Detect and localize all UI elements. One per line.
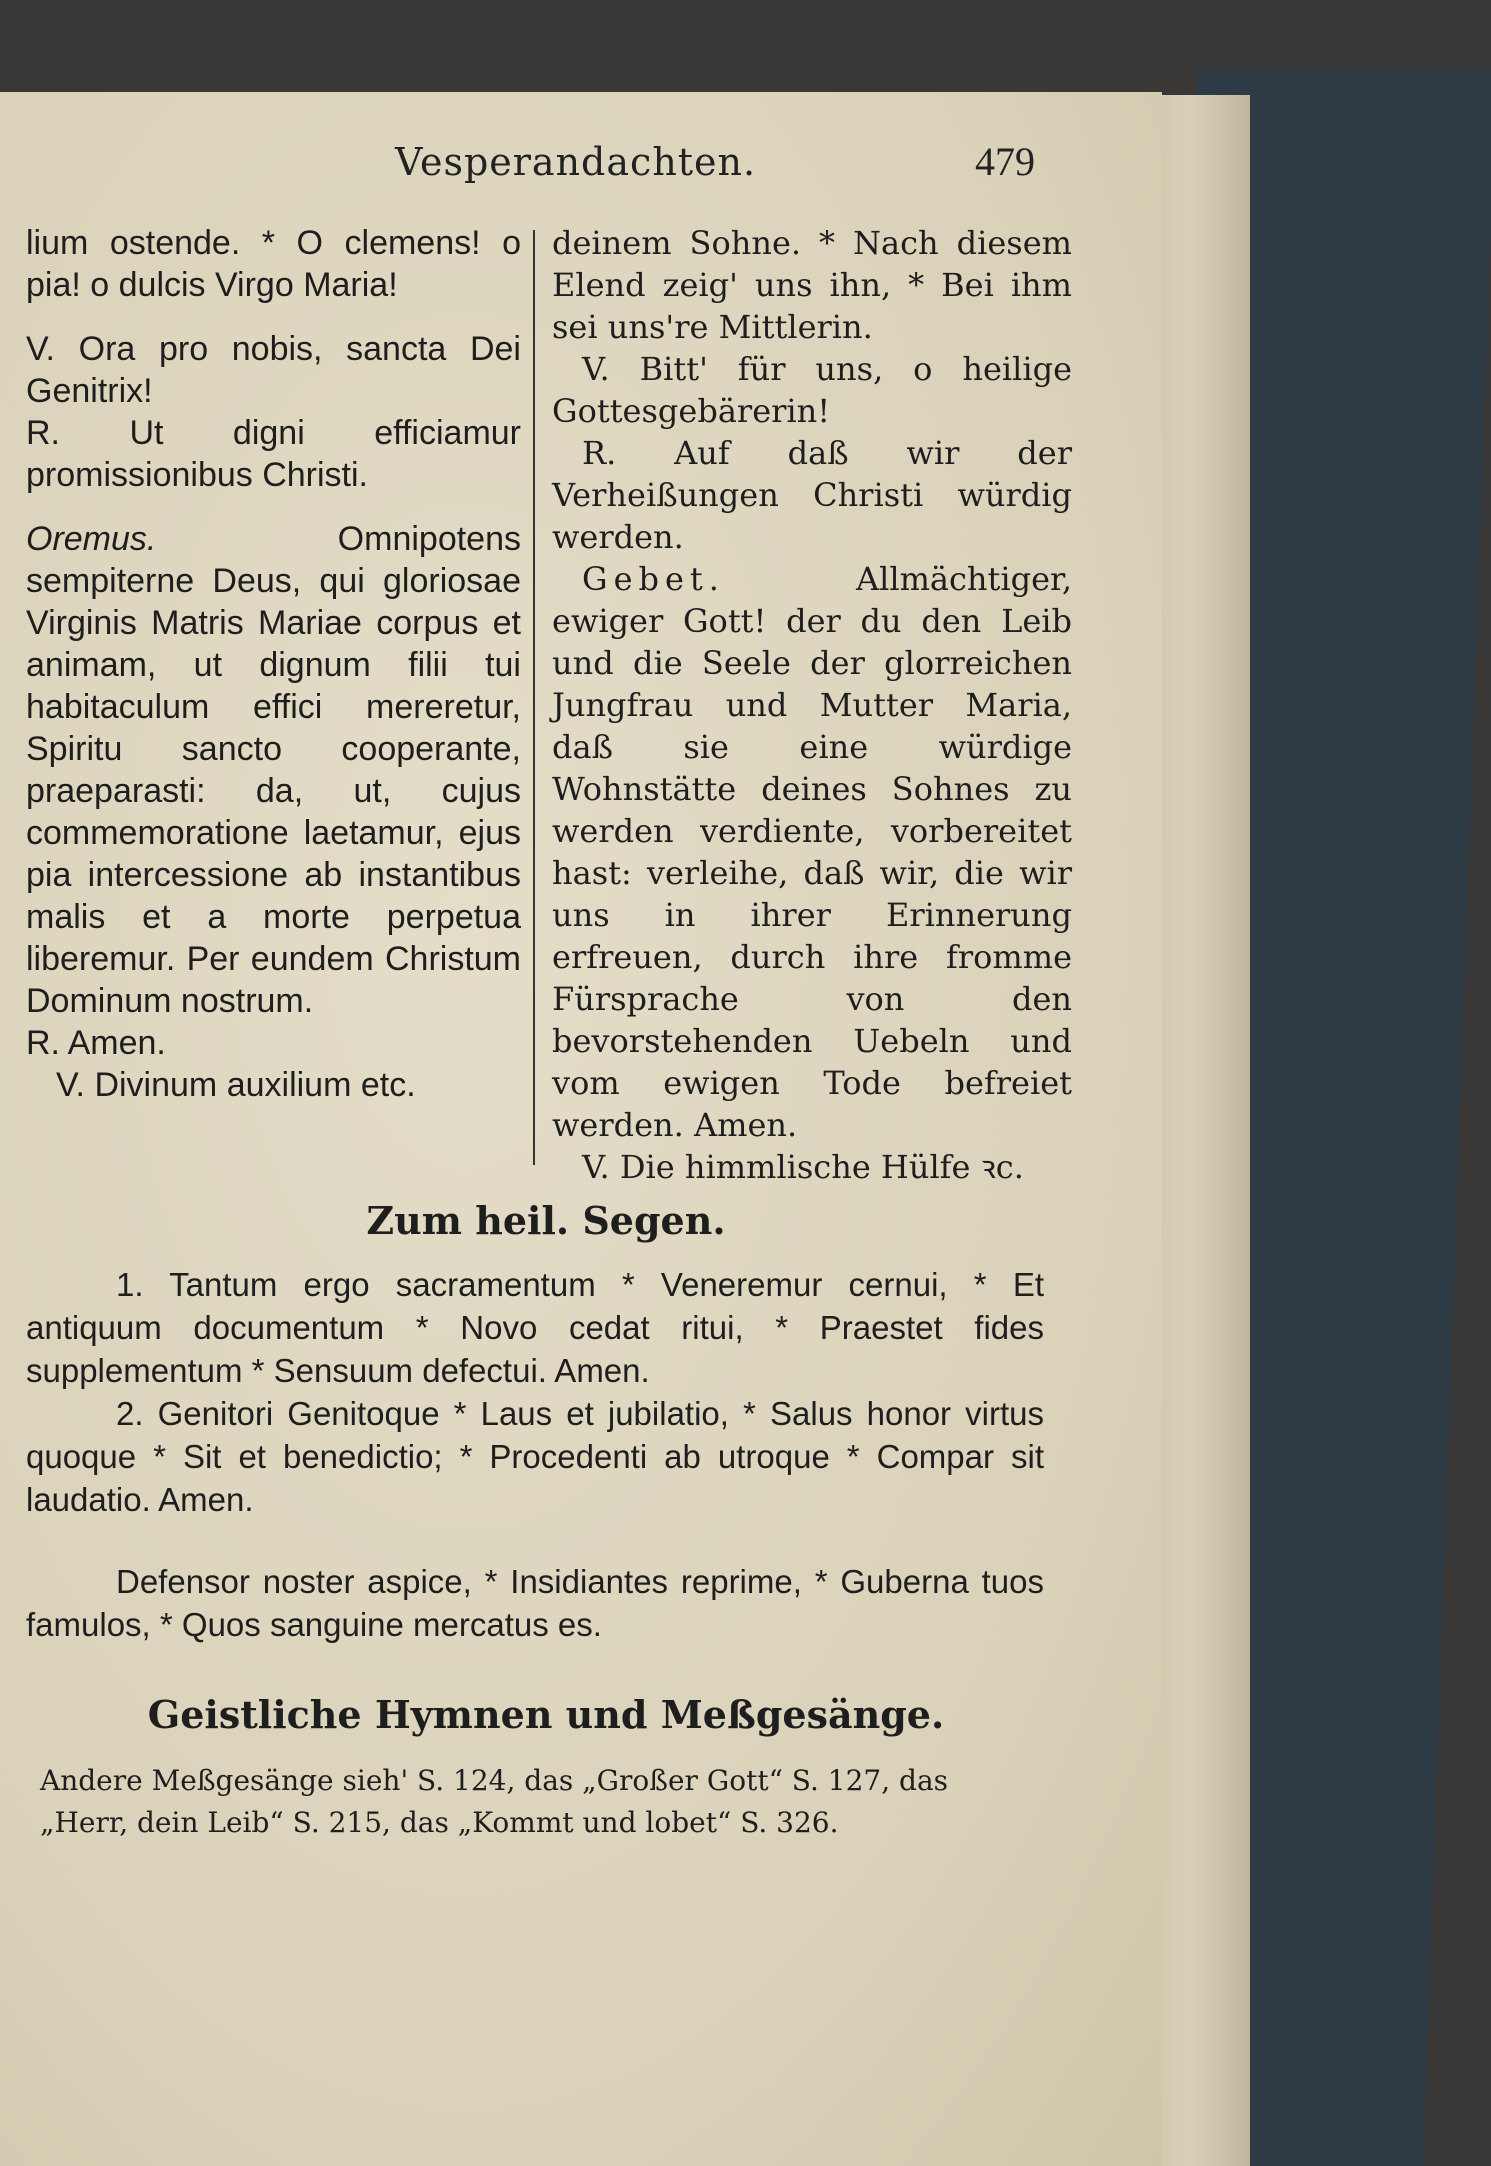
stanza-1: 1. Tantum ergo sacramentum * Veneremur cernui, * Et antiquum documentum * Novo cedat ritui, * Praestet fides supplementum * Sensuum defectui. Amen.	[26, 1266, 1044, 1389]
page-header	[0, 130, 1060, 190]
hymns-title: Geistliche Hymnen und Meßgesänge.	[147, 1692, 945, 1737]
latin-paragraph-1: lium ostende. * O clemens! o pia! o dulcis Virgo Maria!	[26, 224, 521, 304]
page-number: 479	[975, 139, 1035, 184]
german-prayer	[552, 558, 1072, 1146]
latin-prayer	[26, 518, 521, 1022]
defensor-prayer	[26, 1560, 1044, 1646]
defensor-text: Defensor noster aspice, * Insidiantes reprime, * Guberna tuos famulos, * Quos sanguine mercatus es.	[26, 1563, 1044, 1643]
latin-versicle: V. Ora pro nobis, sancta Dei Genitrix!	[26, 330, 521, 410]
column-divider	[533, 230, 535, 1165]
page-stack-edge	[1150, 95, 1250, 2166]
running-head: Vesperandachten.	[395, 140, 757, 184]
blessing-title: Zum heil. Segen.	[366, 1198, 726, 1243]
latin-prayer-text: Omnipotens sempiterne Deus, qui gloriosae Virginis Matris Mariae corpus et animam, ut dignum filii tui habitaculum effici mereretur, Spiritu sancto cooperante, praeparasti: da, ut, cujus commemoratione laetamur, ejus pia intercessione ab instantibus malis et a morte perpetua liberemur. Per eundem Christum Dominum nostrum.	[26, 520, 521, 1020]
latin-closing-versicle: V. Divinum auxilium etc.	[56, 1066, 416, 1104]
gebet-label: Gebet.	[582, 560, 725, 598]
german-column	[552, 222, 1072, 1188]
german-closing-versicle: V. Die himmlische Hülfe ꝛc.	[582, 1148, 1024, 1186]
german-paragraph-1: deinem Sohne. * Nach diesem Elend zeig' uns ihn, * Bei ihm sei uns're Mittlerin.	[552, 224, 1072, 346]
two-column-text	[26, 222, 1072, 1186]
german-versicle: V. Bitt' für uns, o heilige Gottesgebärerin!	[552, 350, 1072, 430]
german-prayer-text: Allmächtiger, ewiger Gott! der du den Leib und die Seele der glorreichen Jungfrau und Mutter Maria, daß sie eine würdige Wohnstätte deines Sohnes zu werden verdiente, vorbereitet hast: verleihe, daß wir, die wir uns in ihrer Erinnerung erfreuen, durch ihre fromme Fürsprache von den bevorstehenden Uebeln und vom ewigen Tode befreiet werden. Amen.	[552, 560, 1072, 1144]
stanza-2: 2. Genitori Genitoque * Laus et jubilatio, * Salus honor virtus quoque * Sit et benedictio; * Procedenti ab utroque * Compar sit laudatio. Amen.	[26, 1395, 1044, 1518]
german-response: R. Auf daß wir der Verheißungen Christi würdig werden.	[552, 434, 1072, 556]
tantum-ergo-stanzas	[26, 1263, 1044, 1521]
latin-response: R. Ut digni efficiamur promissionibus Christi.	[26, 414, 521, 494]
latin-column	[26, 222, 521, 1106]
latin-amen: R. Amen.	[26, 1024, 166, 1062]
oremus-label: Oremus.	[26, 520, 157, 558]
hymns-reference-note: Andere Meßgesänge sieh' S. 124, das „Großer Gott“ S. 127, das „Herr, dein Leib“ S. 215, das „Kommt und lobet“ S. 326.	[40, 1764, 949, 1839]
